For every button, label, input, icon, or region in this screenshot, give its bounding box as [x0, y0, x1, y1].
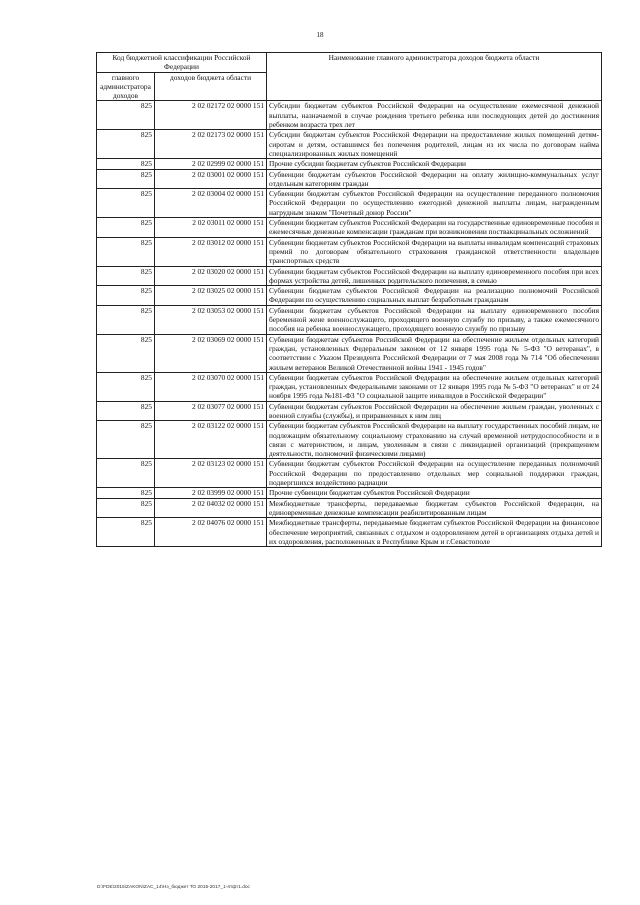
revenue-name-cell: Субвенции бюджетам субъектов Российской Федерации на обеспечение жильем отдельных категорий граждан, установленных Федеральным законом от 12 января 1995 года № 5-ФЗ "О ветеранах", в соответствии с Указом Президента Российской Федерации от 7 мая 2008 года № 714 "Об обеспечении жильем ветеранов Великой Отечественной войны 1941 - 1945 годов": [267, 334, 602, 372]
revenue-code-cell: 2 02 03053 02 0000 151: [155, 305, 267, 334]
revenue-name-cell: Прочие субвенции бюджетам субъектов Российской Федерации: [267, 488, 602, 498]
revenue-code-cell: 2 02 03012 02 0000 151: [155, 237, 267, 266]
revenue-name-cell: Прочие субсидии бюджетам субъектов Российской Федерации: [267, 159, 602, 169]
table-header-row: [97, 53, 602, 73]
revenue-code-cell: 2 02 03001 02 0000 151: [155, 169, 267, 189]
table-row: [97, 518, 602, 547]
admin-code-cell: 825: [97, 498, 155, 518]
revenue-code-cell: 2 02 02173 02 0000 151: [155, 130, 267, 159]
revenue-code-cell: 2 02 03011 02 0000 151: [155, 218, 267, 238]
table-row: [97, 286, 602, 306]
revenue-code-cell: 2 02 03069 02 0000 151: [155, 334, 267, 372]
table-row: [97, 488, 602, 498]
revenue-code-cell: 2 02 03020 02 0000 151: [155, 266, 267, 286]
revenue-code-cell: 2 02 04076 02 0000 151: [155, 518, 267, 547]
revenue-name-cell: Субсидии бюджетам субъектов Российской Федерации на осуществление ежемесячной денежной выплаты, назначаемой в случае рождения третьего ребенка или последующих детей до достижения ребенком возраста трех лет: [267, 101, 602, 130]
admin-code-cell: 825: [97, 459, 155, 488]
revenue-code-cell: 2 02 04032 02 0000 151: [155, 498, 267, 518]
table-row: [97, 237, 602, 266]
revenue-code-cell: 2 02 03077 02 0000 151: [155, 401, 267, 421]
revenue-code-cell: 2 02 02999 02 0000 151: [155, 159, 267, 169]
table-row: [97, 421, 602, 459]
admin-code-cell: 825: [97, 169, 155, 189]
admin-code-cell: 825: [97, 421, 155, 459]
revenue-code-cell: 2 02 03122 02 0000 151: [155, 421, 267, 459]
page-number: 18: [316, 31, 324, 39]
table-row: [97, 372, 602, 401]
admin-code-cell: 825: [97, 237, 155, 266]
revenue-code-cell: 2 02 03123 02 0000 151: [155, 459, 267, 488]
admin-code-cell: 825: [97, 189, 155, 218]
admin-code-cell: 825: [97, 130, 155, 159]
revenue-name-cell: Субвенции бюджетам субъектов Российской Федерации на выплату единовременного пособия беременной жене военнослужащего, проходящего военную службу по призыву, а также ежемесячного пособия на ребенка военнослужащего, проходящего военную службу по призыву: [267, 305, 602, 334]
table-row: [97, 459, 602, 488]
table-row: [97, 266, 602, 286]
admin-code-cell: 825: [97, 159, 155, 169]
admin-code-cell: 825: [97, 372, 155, 401]
revenue-name-cell: Субсидии бюджетам субъектов Российской Федерации на предоставление жилых помещений детям-сиротам и детям, оставшимся без попечения родителей, лицам из их числа по договорам найма специализированных жилых помещений: [267, 130, 602, 159]
admin-code-cell: 825: [97, 286, 155, 306]
footer-file-path: D:\FDE\2015\ZAKON\ZAC_14\Нэ_бюджет ТО 2015-2017_1-ятфт1.doc: [97, 885, 250, 890]
revenue-name-cell: Межбюджетные трансферты, передаваемые бюджетам субъектов Российской Федерации на финансовое обеспечение мероприятий, связанных с отдыхом и оздоровлением детей в организациях отдыха детей и их оздоровления, расположенных в Республике Крым и г.Севастополе: [267, 518, 602, 547]
table-row: [97, 130, 602, 159]
admin-code-cell: 825: [97, 401, 155, 421]
classification-code-header: Код бюджетной классификации Российской Федерации: [97, 53, 267, 73]
table-row: [97, 305, 602, 334]
revenue-name-cell: Субвенции бюджетам субъектов Российской Федерации на реализацию полномочий Российской Федерации по осуществлению социальных выплат безработным гражданам: [267, 286, 602, 306]
admin-code-cell: 825: [97, 305, 155, 334]
admin-code-cell: 825: [97, 334, 155, 372]
admin-column-header: главного администратора доходов: [97, 72, 155, 101]
admin-code-cell: 825: [97, 101, 155, 130]
revenue-name-cell: Субвенции бюджетам субъектов Российской Федерации на обеспечение жильем граждан, уволенных с военной службы (службы), и приравненных к ним лиц: [267, 401, 602, 421]
revenue-column-header: доходов бюджета области: [155, 72, 267, 101]
table-row: [97, 334, 602, 372]
revenue-administrators-table: [96, 52, 602, 547]
revenue-name-cell: Субвенции бюджетам субъектов Российской Федерации на обеспечение жильем отдельных категорий граждан, установленных Федеральными законами от 12 января 1995 года № 5-ФЗ "О ветеранах" и от 24 ноября 1995 года №181-ФЗ "О социальной защите инвалидов в Российской Федерации": [267, 372, 602, 401]
revenue-code-cell: 2 02 03004 02 0000 151: [155, 189, 267, 218]
revenue-name-cell: Субвенции бюджетам субъектов Российской Федерации на выплату единовременного пособия при всех формах устройства детей, лишенных родительского попечения, в семью: [267, 266, 602, 286]
table-row: [97, 189, 602, 218]
table-row: [97, 101, 602, 130]
revenue-name-cell: Субвенции бюджетам субъектов Российской Федерации на выплаты инвалидам компенсаций страховых премий по договорам обязательного страхования гражданской ответственности владельцев транспортных средств: [267, 237, 602, 266]
admin-code-cell: 825: [97, 266, 155, 286]
admin-code-cell: 825: [97, 488, 155, 498]
revenue-name-cell: Субвенции бюджетам субъектов Российской Федерации на оплату жилищно-коммунальных услуг отдельным категориям граждан: [267, 169, 602, 189]
revenue-name-cell: Субвенции бюджетам субъектов Российской Федерации на выплату государственных пособий лицам, не подлежащим обязательному социальному страхованию на случай временной нетрудоспособности и в связи с материнством, и лицам, уволенным в связи с ликвидацией организаций (прекращением деятельности, полномочий физическими лицами): [267, 421, 602, 459]
table-body: [97, 101, 602, 547]
admin-code-cell: 825: [97, 218, 155, 238]
revenue-name-cell: Межбюджетные трансферты, передаваемые бюджетам субъектов Российской Федерации, на единовременные денежные компенсации реабилитированным лицам: [267, 498, 602, 518]
admin-code-cell: 825: [97, 518, 155, 547]
table-row: [97, 169, 602, 189]
revenue-code-cell: 2 02 03999 02 0000 151: [155, 488, 267, 498]
revenue-name-cell: Субвенции бюджетам субъектов Российской Федерации на государственные единовременные пособия и ежемесячные денежные компенсации гражданам при возникновении поствакцинальных осложнений: [267, 218, 602, 238]
revenue-code-cell: 2 02 02172 02 0000 151: [155, 101, 267, 130]
revenue-code-cell: 2 02 03025 02 0000 151: [155, 286, 267, 306]
table-row: [97, 159, 602, 169]
name-column-header: Наименование главного администратора доходов бюджета области: [267, 53, 602, 101]
table-row: [97, 498, 602, 518]
revenue-name-cell: Субвенции бюджетам субъектов Российской Федерации на осуществление переданного полномочия Российской Федерации по осуществлению ежегодной денежной выплаты лицам, награжденным нагрудным знаком "Почетный донор России": [267, 189, 602, 218]
table-row: [97, 401, 602, 421]
revenue-code-cell: 2 02 03070 02 0000 151: [155, 372, 267, 401]
revenue-name-cell: Субвенции бюджетам субъектов Российской Федерации на осуществление переданных полномочий Российской Федерации по предоставлению отдельных мер социальной поддержки граждан, подвергшихся воздействию радиации: [267, 459, 602, 488]
table-row: [97, 218, 602, 238]
